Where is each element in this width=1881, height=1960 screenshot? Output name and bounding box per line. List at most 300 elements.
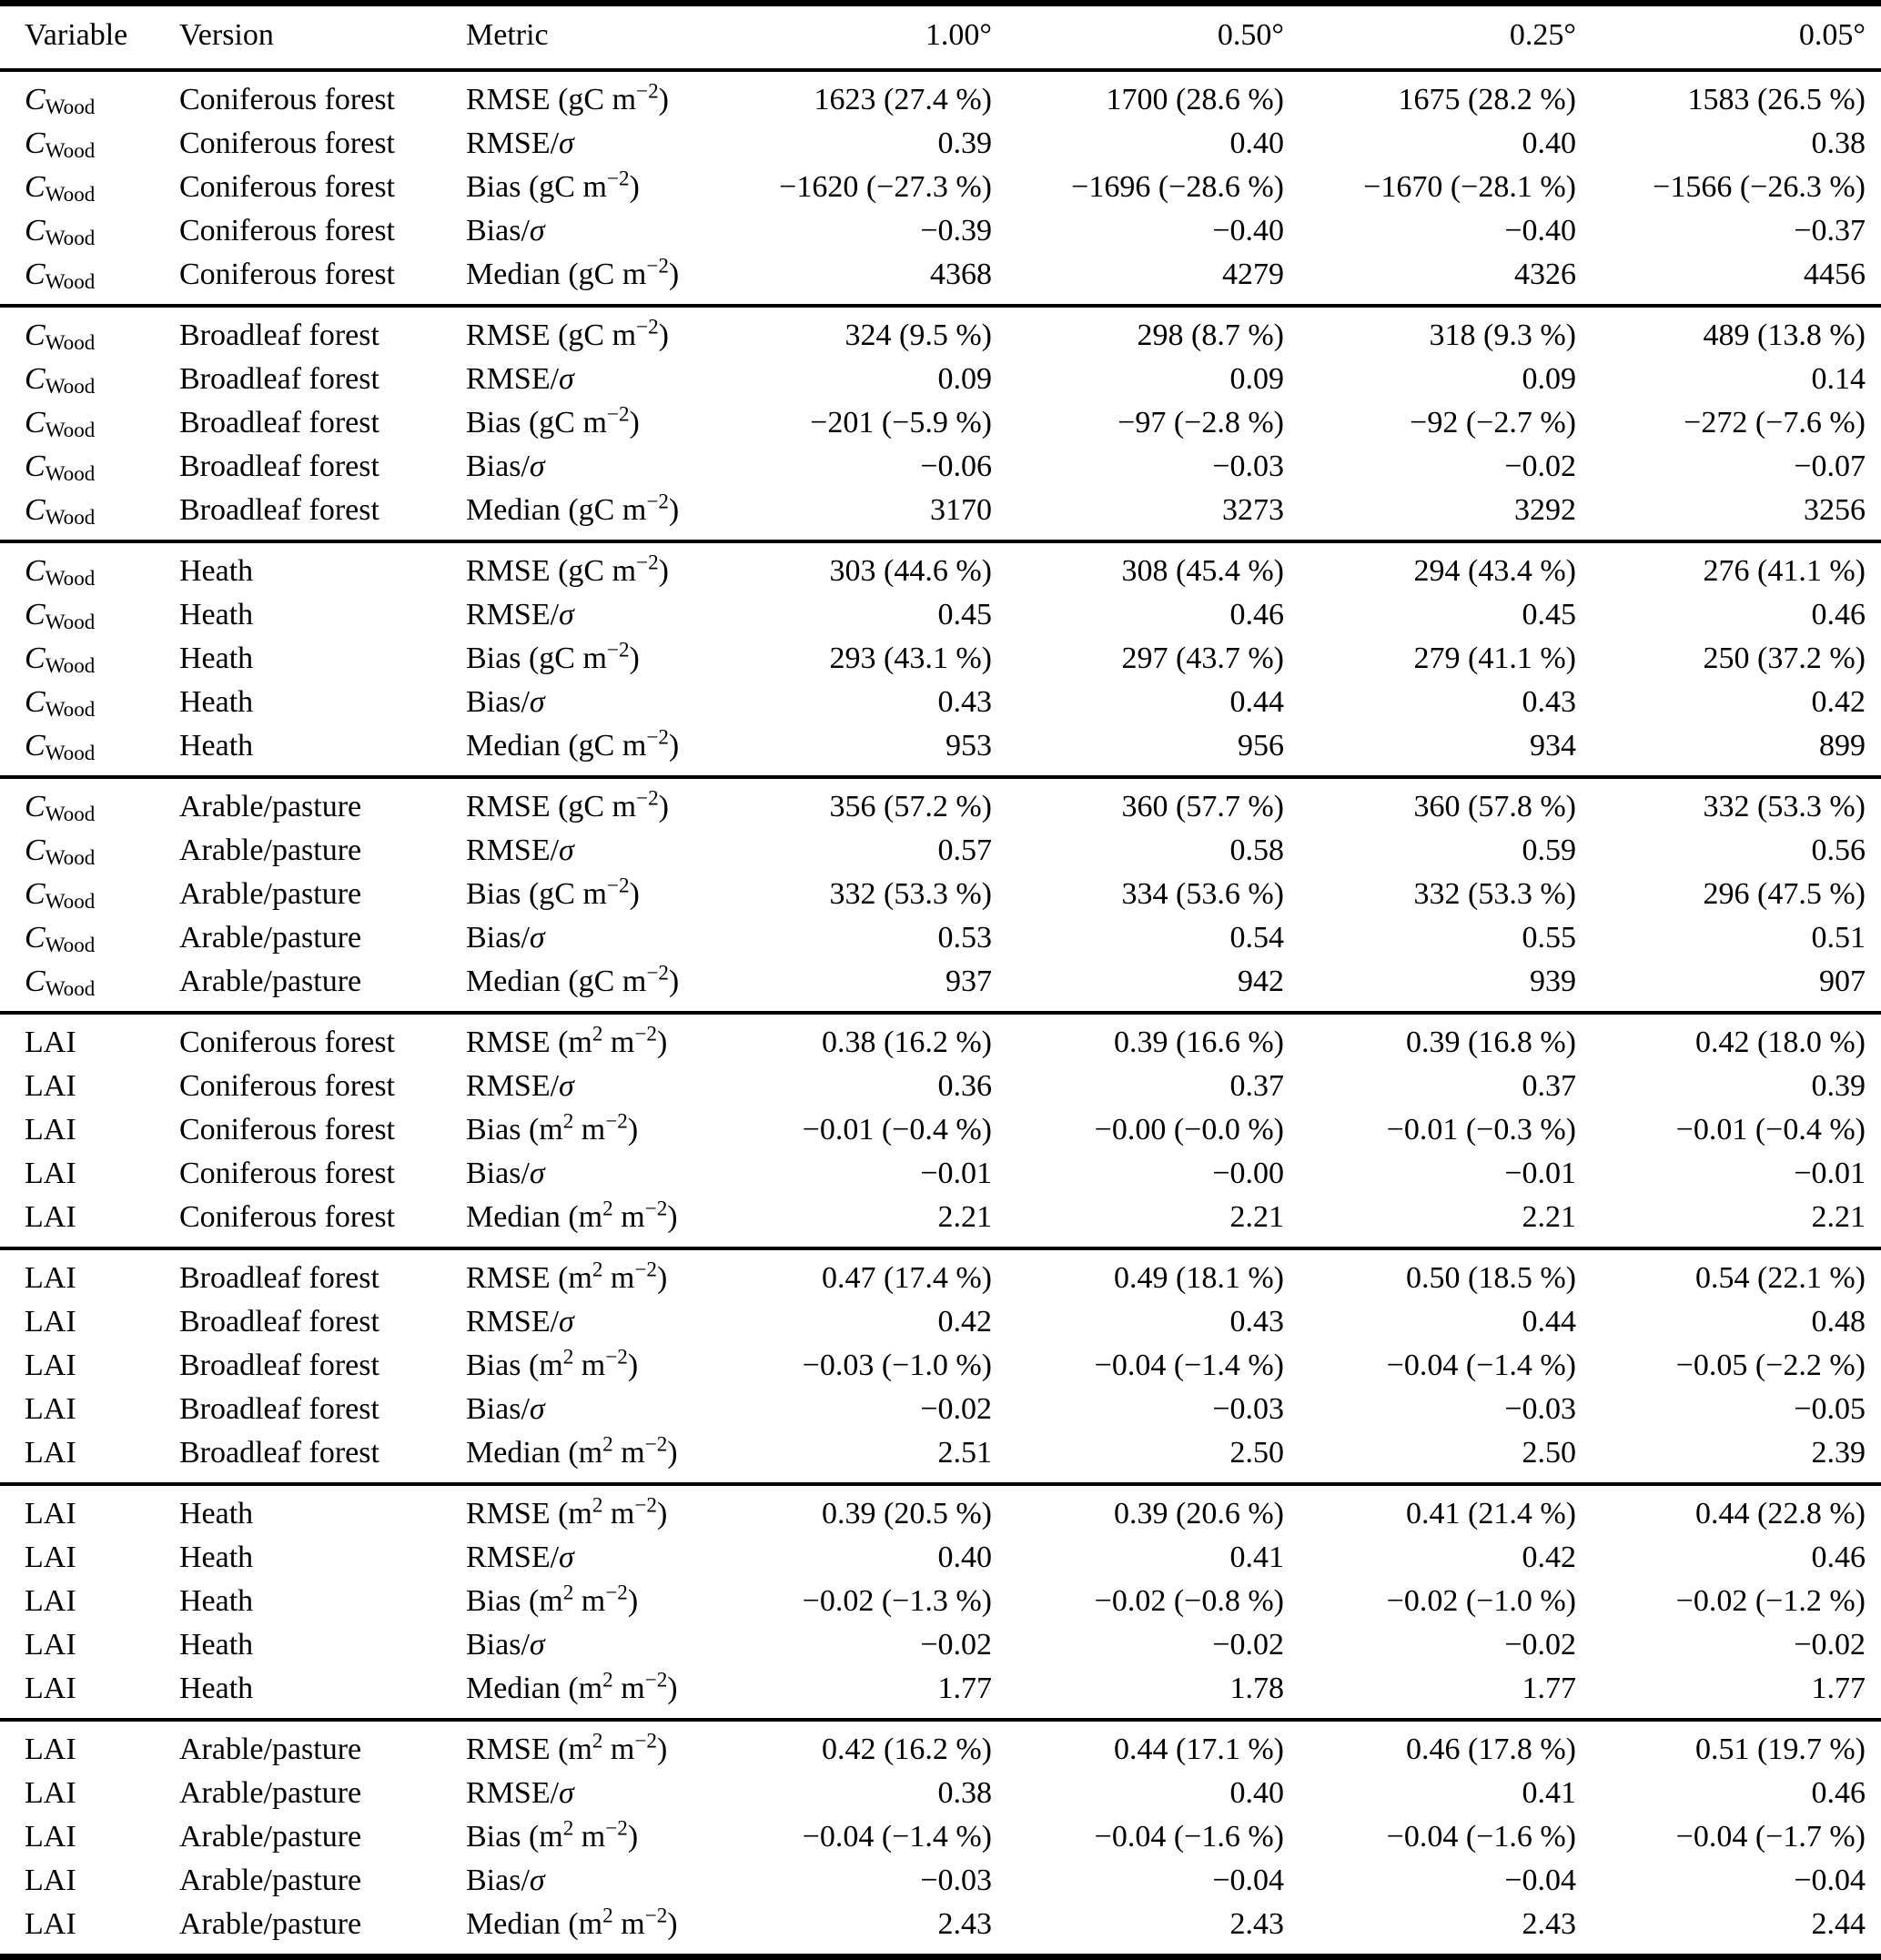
cell-value-res-2: 0.50 (18.5 %) — [1406, 1261, 1576, 1295]
cell-value-res-2: −1670 (−28.1 %) — [1363, 170, 1576, 204]
cell-value-res-2: 934 — [1284, 724, 1576, 777]
cell-version: Broadleaf forest — [179, 489, 466, 541]
cell-version: Heath — [179, 685, 254, 719]
cell-variable: $C_{Wood}$ — [25, 598, 96, 635]
table-row — [0, 358, 1881, 401]
cell-value-res-3: 0.42 (18.0 %) — [1695, 1025, 1866, 1059]
cell-metric: Bias ($m^2$ $m^{-2}$) — [466, 1581, 639, 1618]
cell-value-res-2: 0.45 — [1522, 598, 1576, 631]
cell-value-res-2: 0.09 — [1522, 362, 1576, 396]
cell-variable: LAI — [25, 1025, 76, 1059]
cell-version: Broadleaf forest — [179, 1305, 379, 1339]
cell-version: Arable/pasture — [179, 1820, 362, 1854]
cell-value-res-1: 0.58 — [1229, 834, 1284, 867]
cell-metric: RMSE/σ — [466, 1541, 574, 1574]
cell-value-res-1: −0.00 (−0.0 %) — [1094, 1113, 1284, 1147]
table-row — [0, 209, 1881, 253]
cell-value-res-3: 907 — [1576, 960, 1881, 1013]
cell-variable: $C_{Wood}$ — [0, 724, 179, 777]
cell-value-res-0: 0.43 — [937, 685, 992, 719]
cell-value-res-3: −0.05 — [1794, 1392, 1866, 1426]
cell-metric: Bias (gC $m^{-2}$) — [466, 167, 640, 204]
cell-value-res-0: 0.38 (16.2 %) — [822, 1025, 992, 1059]
cell-value-res-1: −0.40 — [1212, 214, 1284, 248]
cell-metric: Bias (gC $m^{-2}$) — [466, 402, 640, 439]
cell-value-res-2: 3292 — [1284, 489, 1576, 541]
cell-metric: RMSE (gC $m^{-2}$) — [466, 315, 669, 352]
cell-value-res-1: 956 — [992, 724, 1284, 777]
cell-version: Broadleaf forest — [179, 1392, 379, 1426]
cell-value-res-1: 0.54 — [1229, 921, 1284, 955]
cell-variable: LAI — [25, 1305, 76, 1339]
cell-value-res-1: 0.39 (20.6 %) — [1114, 1497, 1284, 1531]
cell-value-res-3: 489 (13.8 %) — [1703, 318, 1866, 352]
cell-value-res-2: 0.40 — [1522, 126, 1576, 160]
col-header-res-0-50deg: 0.50° — [992, 4, 1284, 71]
cell-version: Coniferous forest — [179, 1157, 396, 1190]
cell-metric: RMSE ($m^2$ $m^{-2}$) — [466, 1258, 668, 1295]
cell-value-res-2: 2.43 — [1522, 1907, 1576, 1941]
cell-version: Coniferous forest — [179, 253, 466, 306]
cell-value-res-3: 0.51 (19.7 %) — [1695, 1733, 1866, 1766]
col-header-metric: Metric — [466, 4, 766, 71]
cell-value-res-1: 0.44 — [1229, 685, 1284, 719]
table-row — [0, 1065, 1881, 1108]
cell-version: Broadleaf forest — [179, 406, 379, 439]
cell-value-res-0: −0.01 (−0.4 %) — [802, 1113, 992, 1147]
cell-version: Broadleaf forest — [179, 318, 379, 352]
cell-value-res-0: −201 (−5.9 %) — [810, 406, 992, 439]
cell-version: Coniferous forest — [179, 170, 396, 204]
cell-value-res-3: 0.54 (22.1 %) — [1695, 1261, 1866, 1295]
cell-value-res-0: 2.51 — [766, 1431, 992, 1484]
cell-metric: Median (gC $m^{-2}$) — [466, 489, 766, 541]
cell-value-res-3: 250 (37.2 %) — [1703, 642, 1866, 675]
cell-value-res-1: 1.78 — [992, 1667, 1284, 1720]
cell-value-res-3: 0.14 — [1811, 362, 1866, 396]
cell-value-res-2: −0.01 — [1504, 1157, 1576, 1190]
cell-value-res-2: 0.55 — [1522, 921, 1576, 955]
cell-value-res-2: −0.02 — [1504, 1628, 1576, 1662]
cell-value-res-3: 276 (41.1 %) — [1703, 554, 1866, 588]
cell-value-res-0: 0.40 — [937, 1541, 992, 1574]
cell-value-res-3: 899 — [1576, 724, 1881, 777]
cell-metric: RMSE/σ — [466, 598, 574, 631]
col-header-variable: Variable — [0, 4, 179, 71]
cell-metric: Bias/σ — [466, 685, 545, 719]
cell-metric: Median (gC $m^{-2}$) — [466, 724, 766, 777]
cell-value-res-0: 2.21 — [766, 1196, 992, 1248]
cell-value-res-0: 953 — [766, 724, 992, 777]
cell-value-res-3: 0.39 — [1811, 1069, 1866, 1103]
cell-value-res-1: 2.50 — [992, 1431, 1284, 1484]
col-header-res-1-00deg: 1.00° — [766, 4, 992, 71]
cell-value-res-2: −0.03 — [1504, 1392, 1576, 1426]
cell-value-res-1: 0.41 — [1229, 1541, 1284, 1574]
cell-value-res-2: 0.41 — [1522, 1776, 1576, 1810]
cell-metric: Median ($m^2$ $m^{-2}$) — [466, 1431, 766, 1484]
cell-value-res-0: −1620 (−27.3 %) — [779, 170, 992, 204]
cell-value-res-3: −0.04 — [1794, 1864, 1866, 1897]
cell-value-res-2: −0.02 (−1.0 %) — [1386, 1584, 1576, 1618]
cell-value-res-1: −0.04 — [1212, 1864, 1284, 1897]
cell-value-res-3: 332 (53.3 %) — [1703, 790, 1866, 823]
cell-variable: $C_{Wood}$ — [25, 877, 96, 914]
cell-version: Arable/pasture — [179, 877, 362, 911]
cell-value-res-2: 0.41 (21.4 %) — [1406, 1497, 1576, 1531]
cell-variable: $C_{Wood}$ — [25, 834, 96, 871]
cell-variable: $C_{Wood}$ — [0, 253, 179, 306]
cell-value-res-1: −0.04 (−1.4 %) — [1094, 1349, 1284, 1382]
cell-value-res-0: −0.03 (−1.0 %) — [802, 1349, 992, 1382]
table-body — [0, 70, 1881, 1957]
cell-value-res-1: 0.49 (18.1 %) — [1114, 1261, 1284, 1295]
cell-variable: LAI — [25, 1069, 76, 1103]
cell-value-res-3: 3256 — [1576, 489, 1881, 541]
table-row — [0, 960, 1881, 1013]
cell-value-res-1: 4279 — [992, 253, 1284, 306]
table-row — [0, 724, 1881, 777]
table-row — [0, 1388, 1881, 1431]
cell-value-res-2: 0.42 — [1522, 1541, 1576, 1574]
cell-value-res-1: 360 (57.7 %) — [1121, 790, 1284, 823]
cell-value-res-1: −97 (−2.8 %) — [1117, 406, 1284, 439]
cell-version: Broadleaf forest — [179, 450, 379, 483]
cell-version: Arable/pasture — [179, 790, 362, 823]
table-row — [0, 1536, 1881, 1580]
cell-version: Arable/pasture — [179, 960, 466, 1013]
cell-value-res-0: −0.01 — [920, 1157, 992, 1190]
table-row — [0, 1772, 1881, 1815]
cell-value-res-2: 2.21 — [1284, 1196, 1576, 1248]
cell-version: Heath — [179, 554, 254, 588]
cell-metric: RMSE/σ — [466, 834, 574, 867]
cell-value-res-3: 2.21 — [1576, 1196, 1881, 1248]
table-row — [0, 1196, 1881, 1248]
cell-value-res-3: −0.02 (−1.2 %) — [1675, 1584, 1866, 1618]
cell-value-res-3: −1566 (−26.3 %) — [1653, 170, 1866, 204]
cell-value-res-1: 0.43 — [1229, 1305, 1284, 1339]
cell-value-res-1: 2.43 — [1229, 1907, 1284, 1941]
cell-variable: $C_{Wood}$ — [25, 554, 96, 591]
cell-value-res-2: 0.59 — [1522, 834, 1576, 867]
table-row — [0, 1484, 1881, 1536]
cell-value-res-1: 0.40 — [1229, 1776, 1284, 1810]
cell-variable: $C_{Wood}$ — [25, 642, 96, 679]
cell-version: Broadleaf forest — [179, 1261, 379, 1295]
cell-value-res-0: 0.09 — [937, 362, 992, 396]
cell-metric: Bias/σ — [466, 1157, 545, 1190]
cell-variable: $C_{Wood}$ — [25, 450, 96, 487]
cell-value-res-3: 0.38 — [1811, 126, 1866, 160]
cell-value-res-0: 303 (44.6 %) — [829, 554, 992, 588]
cell-metric: Bias (gC $m^{-2}$) — [466, 638, 640, 675]
table-row — [0, 541, 1881, 593]
cell-metric: RMSE/σ — [466, 362, 574, 396]
cell-value-res-1: 0.46 — [1229, 598, 1284, 631]
table-row — [0, 1720, 1881, 1772]
cell-value-res-0: 2.43 — [937, 1907, 992, 1941]
cell-metric: RMSE ($m^2$ $m^{-2}$) — [466, 1729, 668, 1766]
cell-version: Coniferous forest — [179, 1113, 396, 1147]
table-row — [0, 1248, 1881, 1300]
cell-value-res-1: 2.21 — [992, 1196, 1284, 1248]
cell-metric: RMSE/σ — [466, 1776, 574, 1810]
cell-value-res-1: −0.00 — [1212, 1157, 1284, 1190]
cell-value-res-2: −0.04 — [1504, 1864, 1576, 1897]
table-row — [0, 1623, 1881, 1667]
cell-value-res-0: 0.57 — [937, 834, 992, 867]
cell-value-res-0: 293 (43.1 %) — [829, 642, 992, 675]
cell-version: Arable/pasture — [179, 1776, 362, 1810]
cell-value-res-2: 332 (53.3 %) — [1413, 877, 1576, 911]
cell-version: Broadleaf forest — [179, 362, 379, 396]
cell-value-res-0: −0.02 (−1.3 %) — [802, 1584, 992, 1618]
cell-value-res-0: 937 — [766, 960, 992, 1013]
cell-value-res-3: 2.44 — [1811, 1907, 1866, 1941]
cell-value-res-3: 296 (47.5 %) — [1703, 877, 1866, 911]
cell-value-res-1: −0.03 — [1212, 1392, 1284, 1426]
cell-variable: $C_{Wood}$ — [0, 960, 179, 1013]
col-header-res-0-25deg: 0.25° — [1284, 4, 1576, 71]
table-row — [0, 1859, 1881, 1903]
cell-variable: $C_{Wood}$ — [25, 406, 96, 443]
cell-metric: RMSE/σ — [466, 126, 574, 160]
cell-variable: LAI — [25, 1907, 76, 1941]
cell-value-res-1: 0.09 — [1229, 362, 1284, 396]
cell-value-res-2: 0.46 (17.8 %) — [1406, 1733, 1576, 1766]
cell-metric: Bias/σ — [466, 921, 545, 955]
cell-value-res-2: 1675 (28.2 %) — [1398, 83, 1576, 116]
cell-value-res-3: −0.37 — [1794, 214, 1866, 248]
cell-variable: LAI — [25, 1261, 76, 1295]
cell-variable: LAI — [25, 1349, 76, 1382]
cell-value-res-3: 0.42 — [1811, 685, 1866, 719]
cell-value-res-1: 0.40 — [1229, 126, 1284, 160]
cell-value-res-0: 0.39 (20.5 %) — [822, 1497, 992, 1531]
cell-value-res-1: −0.02 — [1212, 1628, 1284, 1662]
table-row — [0, 829, 1881, 873]
table-row — [0, 637, 1881, 681]
cell-metric: Bias/σ — [466, 1864, 545, 1897]
cell-version: Heath — [179, 642, 254, 675]
cell-value-res-1: 297 (43.7 %) — [1121, 642, 1284, 675]
cell-value-res-2: 0.43 — [1522, 685, 1576, 719]
cell-variable: $C_{Wood}$ — [25, 362, 96, 399]
cell-variable: LAI — [25, 1541, 76, 1574]
cell-value-res-2: 279 (41.1 %) — [1413, 642, 1576, 675]
cell-variable: LAI — [25, 1733, 76, 1766]
cell-value-res-0: −0.02 — [920, 1628, 992, 1662]
cell-value-res-1: 0.37 — [1229, 1069, 1284, 1103]
cell-version: Arable/pasture — [179, 921, 362, 955]
cell-value-res-3: −0.01 — [1794, 1157, 1866, 1190]
cell-value-res-0: 0.53 — [937, 921, 992, 955]
cell-value-res-3: −0.04 (−1.7 %) — [1675, 1820, 1866, 1854]
cell-value-res-0: 0.39 — [937, 126, 992, 160]
cell-value-res-1: −0.03 — [1212, 450, 1284, 483]
table-row — [0, 916, 1881, 960]
cell-variable: $C_{Wood}$ — [0, 489, 179, 541]
cell-value-res-0: 4368 — [766, 253, 992, 306]
cell-value-res-0: −0.06 — [920, 450, 992, 483]
cell-value-res-1: 0.39 (16.6 %) — [1114, 1025, 1284, 1059]
cell-version: Coniferous forest — [179, 1069, 396, 1103]
cell-version: Heath — [179, 1628, 254, 1662]
cell-value-res-2: −0.02 — [1504, 450, 1576, 483]
cell-variable: LAI — [25, 1113, 76, 1147]
cell-value-res-1: 942 — [992, 960, 1284, 1013]
cell-value-res-3: 0.56 — [1811, 834, 1866, 867]
table-row — [0, 489, 1881, 541]
cell-metric: Median ($m^2$ $m^{-2}$) — [466, 1196, 766, 1248]
cell-value-res-3: −0.07 — [1794, 450, 1866, 483]
cell-value-res-3: −0.01 (−0.4 %) — [1675, 1113, 1866, 1147]
cell-value-res-0: 356 (57.2 %) — [829, 790, 992, 823]
cell-metric: Bias/σ — [466, 450, 545, 483]
cell-variable: LAI — [0, 1667, 179, 1720]
cell-value-res-1: 3273 — [992, 489, 1284, 541]
cell-value-res-0: 0.42 — [937, 1305, 992, 1339]
cell-version: Heath — [179, 724, 466, 777]
cell-metric: Bias (gC $m^{-2}$) — [466, 874, 640, 911]
table-row — [0, 445, 1881, 489]
cell-version: Heath — [179, 598, 254, 631]
cell-value-res-2: 0.44 — [1522, 1305, 1576, 1339]
table-row — [0, 306, 1881, 358]
cell-metric: Bias ($m^2$ $m^{-2}$) — [466, 1109, 639, 1147]
cell-value-res-2: −0.04 (−1.4 %) — [1386, 1349, 1576, 1382]
cell-value-res-3: 0.48 — [1811, 1305, 1866, 1339]
cell-metric: RMSE (gC $m^{-2}$) — [466, 551, 669, 588]
cell-version: Coniferous forest — [179, 83, 396, 116]
table-row — [0, 253, 1881, 306]
cell-version: Arable/pasture — [179, 1733, 362, 1766]
cell-value-res-0: 0.42 (16.2 %) — [822, 1733, 992, 1766]
cell-metric: Bias ($m^2$ $m^{-2}$) — [466, 1345, 639, 1382]
cell-value-res-0: −0.39 — [920, 214, 992, 248]
table-row — [0, 1344, 1881, 1388]
cell-value-res-2: 0.39 (16.8 %) — [1406, 1025, 1576, 1059]
cell-value-res-3: 2.39 — [1576, 1431, 1881, 1484]
cell-value-res-2: −0.04 (−1.6 %) — [1386, 1820, 1576, 1854]
cell-version: Broadleaf forest — [179, 1431, 466, 1484]
cell-variable: $C_{Wood}$ — [25, 170, 96, 207]
cell-value-res-3: −0.02 — [1794, 1628, 1866, 1662]
cell-metric: Median ($m^2$ $m^{-2}$) — [466, 1904, 678, 1941]
cell-variable: LAI — [0, 1431, 179, 1484]
table-row — [0, 1108, 1881, 1152]
cell-metric: Bias/σ — [466, 214, 545, 248]
cell-value-res-3: 0.51 — [1811, 921, 1866, 955]
cell-value-res-1: 334 (53.6 %) — [1121, 877, 1284, 911]
table-row — [0, 70, 1881, 122]
cell-value-res-3: 0.46 — [1811, 598, 1866, 631]
cell-version: Coniferous forest — [179, 1025, 396, 1059]
cell-metric: Median (gC $m^{-2}$) — [466, 960, 766, 1013]
cell-value-res-2: −92 (−2.7 %) — [1410, 406, 1576, 439]
table-row — [0, 122, 1881, 166]
cell-version: Coniferous forest — [179, 214, 396, 248]
cell-value-res-0: 324 (9.5 %) — [844, 318, 992, 352]
cell-value-res-1: −1696 (−28.6 %) — [1071, 170, 1284, 204]
cell-value-res-0: 3170 — [766, 489, 992, 541]
cell-version: Heath — [179, 1497, 254, 1531]
cell-version: Heath — [179, 1541, 254, 1574]
cell-value-res-1: 1700 (28.6 %) — [1106, 83, 1284, 116]
cell-metric: Bias ($m^2$ $m^{-2}$) — [466, 1816, 639, 1854]
cell-value-res-2: −0.40 — [1504, 214, 1576, 248]
cell-variable: $C_{Wood}$ — [25, 685, 96, 722]
table-row — [0, 777, 1881, 829]
table-row — [0, 681, 1881, 724]
cell-version: Heath — [179, 1584, 254, 1618]
cell-value-res-3: −272 (−7.6 %) — [1684, 406, 1866, 439]
table-row — [0, 1152, 1881, 1196]
cell-value-res-1: −0.04 (−1.6 %) — [1094, 1820, 1284, 1854]
cell-version: Coniferous forest — [179, 126, 396, 160]
cell-value-res-3: 0.46 — [1811, 1776, 1866, 1810]
cell-variable: $C_{Wood}$ — [25, 790, 96, 827]
cell-variable: LAI — [0, 1196, 179, 1248]
cell-value-res-0: 1.77 — [766, 1667, 992, 1720]
cell-metric: RMSE (gC $m^{-2}$) — [466, 786, 669, 823]
col-header-version: Version — [179, 4, 466, 71]
table-row — [0, 873, 1881, 916]
cell-value-res-0: 332 (53.3 %) — [829, 877, 992, 911]
cell-value-res-3: 1583 (26.5 %) — [1687, 83, 1866, 116]
cell-variable: LAI — [25, 1157, 76, 1190]
table-row — [0, 1580, 1881, 1623]
cell-version: Arable/pasture — [179, 1907, 362, 1941]
table-row — [0, 1815, 1881, 1859]
cell-variable: $C_{Wood}$ — [25, 126, 96, 164]
header-row — [0, 4, 1881, 71]
cell-value-res-0: 0.36 — [937, 1069, 992, 1103]
cell-value-res-1: −0.02 (−0.8 %) — [1094, 1584, 1284, 1618]
table-row — [0, 166, 1881, 209]
cell-value-res-2: 4326 — [1284, 253, 1576, 306]
cell-version: Arable/pasture — [179, 834, 362, 867]
cell-version: Broadleaf forest — [179, 1349, 379, 1382]
cell-value-res-2: 939 — [1284, 960, 1576, 1013]
table-row — [0, 401, 1881, 445]
cell-value-res-2: 1.77 — [1284, 1667, 1576, 1720]
cell-variable: LAI — [25, 1584, 76, 1618]
cell-value-res-2: 318 (9.3 %) — [1429, 318, 1576, 352]
cell-value-res-3: 4456 — [1576, 253, 1881, 306]
cell-value-res-2: 294 (43.4 %) — [1413, 554, 1576, 588]
cell-variable: $C_{Wood}$ — [25, 214, 96, 251]
cell-metric: RMSE/σ — [466, 1069, 574, 1103]
table-row — [0, 593, 1881, 637]
table-row — [0, 1300, 1881, 1344]
cell-value-res-2: 2.50 — [1284, 1431, 1576, 1484]
table-row — [0, 1667, 1881, 1720]
cell-variable: LAI — [25, 1776, 76, 1810]
cell-value-res-2: 0.37 — [1522, 1069, 1576, 1103]
cell-value-res-3: 0.46 — [1811, 1541, 1866, 1574]
col-header-res-0-05deg: 0.05° — [1576, 4, 1881, 71]
cell-value-res-0: −0.02 — [920, 1392, 992, 1426]
table-row — [0, 1431, 1881, 1484]
cell-value-res-3: 1.77 — [1576, 1667, 1881, 1720]
cell-value-res-3: 0.44 (22.8 %) — [1695, 1497, 1866, 1531]
cell-variable: LAI — [25, 1392, 76, 1426]
cell-value-res-0: −0.03 — [920, 1864, 992, 1897]
cell-variable: LAI — [25, 1864, 76, 1897]
cell-variable: LAI — [25, 1628, 76, 1662]
